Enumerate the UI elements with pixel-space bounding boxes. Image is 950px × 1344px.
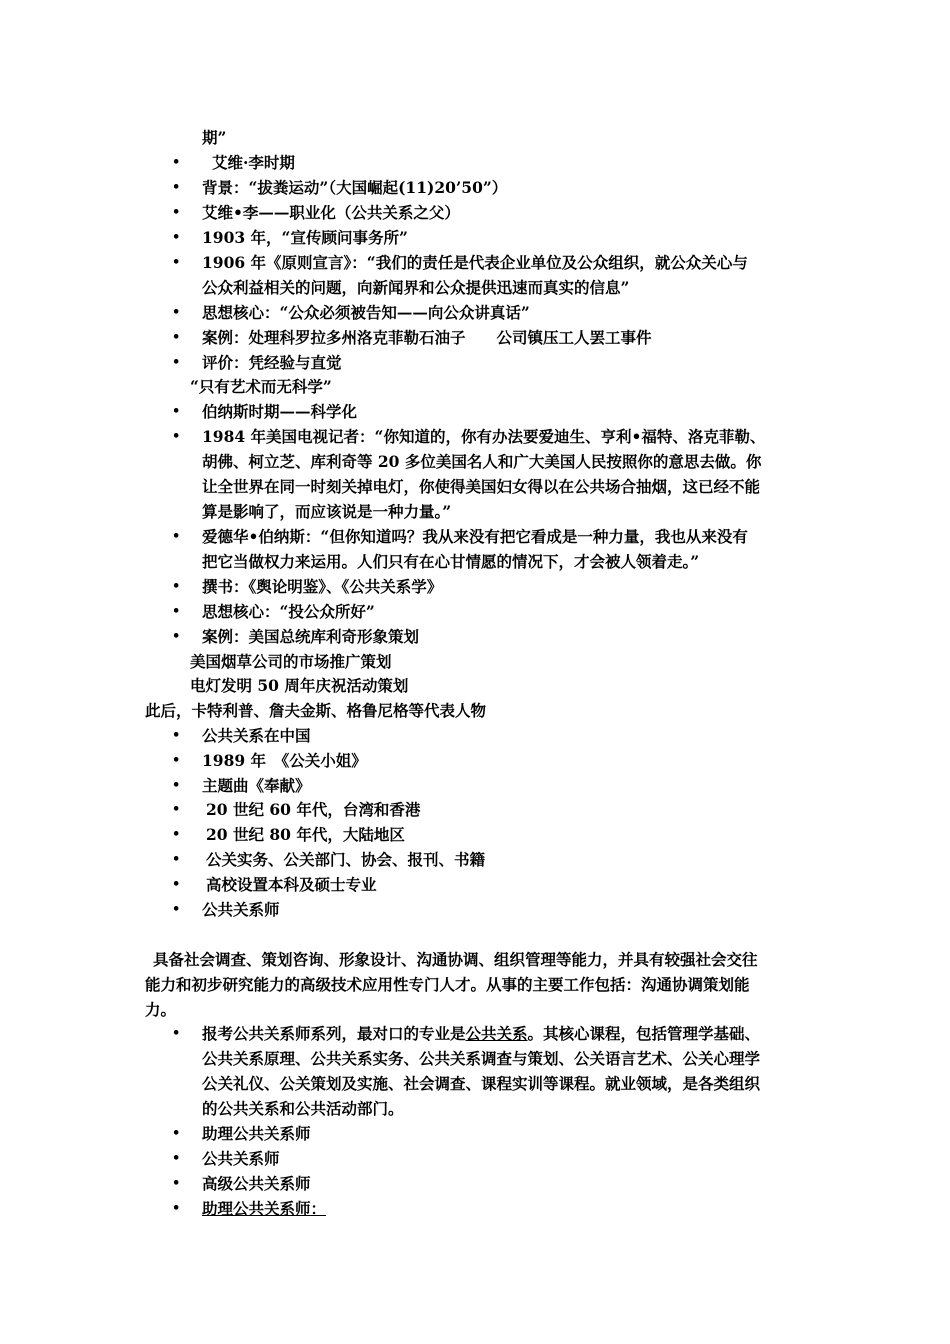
list-item-text [202, 602, 375, 622]
text-line [202, 1049, 760, 1069]
list-item-text [212, 153, 295, 173]
line-text: 高校设置本科及硕士专业 [206, 875, 377, 894]
list-item-text [202, 776, 311, 796]
list-item-text [202, 1024, 760, 1044]
bullet-marker: • [172, 1026, 181, 1041]
list-item-text [202, 1174, 311, 1194]
line-text: 思想核心：“公众必须被告知——向公众讲真话” [202, 303, 530, 322]
text-line [202, 1074, 760, 1094]
line-text: 公共关系原理、公共关系实务、公共关系调查与策划、公关语言艺术、公关心理学 [202, 1049, 761, 1068]
line-text: 高级公共关系师 [202, 1174, 311, 1193]
list-item-text [202, 1199, 326, 1219]
bullet-marker: • [172, 529, 181, 544]
line-text: 伯纳斯时期——科学化 [202, 402, 358, 421]
line-text: 的公共关系和公共活动部门。 [202, 1099, 404, 1118]
list-item-text [202, 253, 748, 273]
list-item-text [202, 328, 652, 348]
line-text: 评价：凭经验与直觉 [202, 353, 342, 372]
list-item-text [206, 800, 420, 820]
line-text: 1984 年美国电视记者：“你知道的，你有办法要爱迪生、亨利•福特、洛克菲勒、 [202, 427, 766, 446]
line-text-continued: 。其核心课程，包括管理学基础、 [527, 1024, 761, 1043]
list-item-text [202, 726, 311, 746]
line-text: 1989 年 《公关小姐》 [202, 751, 367, 770]
line-text: 公关实务、公关部门、协会、报刊、书籍 [206, 850, 486, 869]
line-text: 助理公共关系师： [202, 1199, 327, 1218]
line-text: 报考公共关系师系列，最对口的专业是 [202, 1024, 466, 1043]
text-line [202, 1099, 404, 1119]
line-text: 艾维•李——职业化（公共关系之父） [202, 203, 460, 222]
line-text: 1906 年《原则宣言》：“我们的责任是代表企业单位及公众组织，就公众关心与 [202, 253, 748, 272]
line-text: 具备社会调查、策划咨询、形象设计、沟通协调、组织管理等能力，并具有较强社会交往 [153, 950, 758, 969]
line-text: 20 世纪 80 年代，大陆地区 [206, 825, 405, 844]
text-line [202, 452, 761, 472]
text-line [202, 552, 699, 572]
list-item-text [206, 825, 405, 845]
text-line [202, 502, 451, 522]
line-text: 把它当做权力来运用。人们只有在心甘情愿的情况下，才会被人领着走。” [202, 552, 700, 571]
bullet-marker: • [172, 604, 181, 619]
bullet-marker: • [172, 429, 181, 444]
list-item-text [202, 178, 507, 198]
text-line [190, 676, 408, 696]
line-text: “只有艺术而无科学” [190, 377, 332, 396]
line-text: 20 世纪 60 年代，台湾和香港 [206, 800, 421, 819]
bullet-marker: • [172, 1126, 181, 1141]
bullet-marker: • [172, 877, 181, 892]
line-text: 背景：“拔粪运动”（大国崛起(11)20’50”） [202, 178, 508, 197]
list-item-text [202, 577, 442, 597]
list-item-text [202, 303, 530, 323]
line-text: 此后，卡特利普、詹夫金斯、格鲁尼格等代表人物 [145, 701, 487, 720]
text-line [190, 377, 332, 397]
bullet-marker: • [172, 404, 181, 419]
line-text: 期” [202, 128, 227, 147]
text-line [202, 128, 226, 148]
line-text: 能力和初步研究能力的高级技术应用性专门人才。从事的主要工作包括：沟通协调策划能 [145, 975, 750, 994]
underlined-term: 公共关系 [465, 1024, 528, 1043]
bullet-marker: • [172, 1151, 181, 1166]
list-item-text [202, 627, 419, 647]
text-line [202, 477, 760, 497]
line-text: 撰书：《舆论明鉴》、《公共关系学》 [202, 577, 443, 596]
line-text: 案例：处理科罗拉多州洛克菲勒石油子 公司镇压工人罢工事件 [202, 328, 652, 347]
list-item-text [202, 228, 408, 248]
bullet-marker: • [172, 155, 181, 170]
bullet-marker: • [172, 852, 181, 867]
line-text: 力。 [145, 1000, 177, 1019]
line-text: 公关礼仪、公关策划及实施、社会调查、课程实训等课程。就业领域，是各类组织 [202, 1074, 761, 1093]
bullet-marker: • [172, 305, 181, 320]
line-text: 助理公共关系师 [202, 1124, 311, 1143]
list-item-text [202, 751, 367, 771]
line-text: 公共关系在中国 [202, 726, 311, 745]
bullet-marker: • [172, 180, 181, 195]
bullet-marker: • [172, 255, 181, 270]
line-text: 公共关系师 [202, 900, 280, 919]
bullet-marker: • [172, 230, 181, 245]
bullet-marker: • [172, 355, 181, 370]
bullet-marker: • [172, 579, 181, 594]
line-text: 案例：美国总统库利奇形象策划 [202, 627, 420, 646]
bullet-marker: • [172, 728, 181, 743]
line-text: 主题曲《奉献》 [202, 776, 311, 795]
line-text: 艾维·李时期 [212, 153, 295, 172]
bullet-marker: • [172, 629, 181, 644]
bullet-marker: • [172, 802, 181, 817]
list-item-text [206, 875, 377, 895]
line-text: 公共关系师 [202, 1149, 280, 1168]
list-item-text [206, 850, 485, 870]
bullet-marker: • [172, 753, 181, 768]
line-text: 思想核心：“投公众所好” [202, 602, 375, 621]
text-line [145, 1000, 176, 1020]
text-line [153, 950, 758, 970]
list-item-text [202, 402, 357, 422]
list-item-text [202, 203, 460, 223]
text-line [202, 278, 629, 298]
list-item-text [202, 353, 342, 373]
line-text: 电灯发明 50 周年庆祝活动策划 [190, 676, 409, 695]
line-text: 爱德华•伯纳斯：“但你知道吗？我从来没有把它看成是一种力量，我也从来没有 [202, 527, 748, 546]
bullet-marker: • [172, 778, 181, 793]
text-line [190, 652, 392, 672]
bullet-marker: • [172, 205, 181, 220]
list-item-text [202, 1149, 280, 1169]
bullet-marker: • [172, 827, 181, 842]
list-item-text [202, 900, 280, 920]
line-text: 算是影响了，而应该说是一种力量。” [202, 502, 452, 521]
list-item-text [202, 427, 765, 447]
bullet-marker: • [172, 902, 181, 917]
line-text: 胡佛、柯立芝、库利奇等 20 多位美国名人和广大美国人民按照你的意思去做。你 [202, 452, 762, 471]
line-text: 1903 年，“宣传顾问事务所” [202, 228, 408, 247]
line-text: 公众利益相关的问题，向新闻界和公众提供迅速而真实的信息” [202, 278, 630, 297]
text-line [145, 975, 750, 995]
line-text: 美国烟草公司的市场推广策划 [190, 652, 392, 671]
line-text: 让全世界在同一时刻关掉电灯，你使得美国妇女得以在公共场合抽烟，这已经不能 [202, 477, 761, 496]
text-line [145, 701, 486, 721]
list-item-text [202, 527, 748, 547]
bullet-marker: • [172, 1176, 181, 1191]
list-item-text [202, 1124, 311, 1144]
bullet-marker: • [172, 330, 181, 345]
bullet-marker: • [172, 1201, 181, 1216]
